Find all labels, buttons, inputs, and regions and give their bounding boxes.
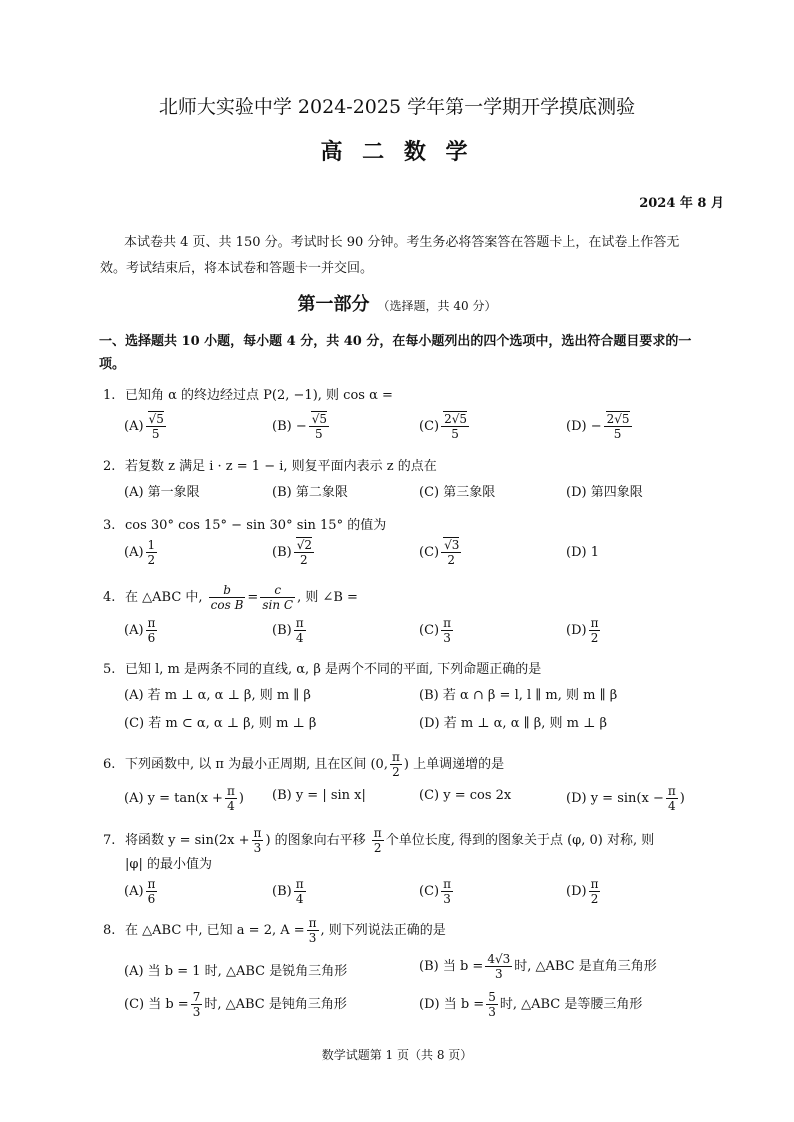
option-c xyxy=(419,412,471,441)
exam-title: 北师大实验中学 2024-2025 学年第一学期开学摸底测验 xyxy=(158,96,636,118)
option-label: (D) 当 b = xyxy=(419,997,485,1012)
option-b xyxy=(272,538,316,567)
fraction xyxy=(252,826,264,855)
denominator: 5 xyxy=(613,427,622,441)
fraction xyxy=(260,583,295,612)
option-label: (A) xyxy=(124,884,144,899)
numerator: π xyxy=(308,916,317,930)
question-number: 4. xyxy=(103,590,116,605)
denominator: 3 xyxy=(488,1005,496,1019)
numerator: π xyxy=(391,750,400,764)
option-d xyxy=(566,784,685,813)
numerator: π xyxy=(667,784,676,798)
question-5-stem xyxy=(103,658,541,677)
denominator: 3 xyxy=(443,631,451,645)
fraction xyxy=(294,538,314,567)
question-text: 在 △ABC 中, xyxy=(125,590,203,605)
question-text: 将函数 y = sin(2x + xyxy=(125,833,250,848)
numerator: π xyxy=(147,616,156,630)
option-label: (D) xyxy=(566,884,587,899)
option-b xyxy=(272,412,331,441)
denominator: 3 xyxy=(443,892,451,906)
denominator: 2 xyxy=(590,631,599,645)
denominator: 2 xyxy=(447,553,456,567)
option-label: (A) xyxy=(124,545,144,560)
denominator: 3 xyxy=(192,1005,201,1019)
option-c xyxy=(419,538,463,567)
numerator: π xyxy=(373,826,382,840)
denominator: 2 xyxy=(373,841,382,855)
question-number: 1. xyxy=(103,388,116,403)
fraction xyxy=(372,826,384,855)
option-b xyxy=(272,616,308,645)
fraction xyxy=(307,916,319,945)
option-label: (C) xyxy=(419,884,440,899)
fraction xyxy=(604,412,632,441)
fraction xyxy=(309,412,329,441)
option-label: (B) xyxy=(272,545,292,560)
fraction xyxy=(191,990,203,1019)
option-label: (C) xyxy=(419,419,440,434)
question-number: 3. xyxy=(103,518,116,533)
question-6-stem xyxy=(103,750,504,779)
part-note: （选择题，共 40 分） xyxy=(377,299,497,313)
question-text: 上单调递增的是 xyxy=(413,757,505,772)
fraction xyxy=(390,750,402,779)
denominator: sin C xyxy=(262,598,294,612)
question-text: = xyxy=(247,590,259,605)
option-tail: 时, △ABC 是钝角三角形 xyxy=(204,997,347,1012)
numerator: π xyxy=(590,877,599,891)
denominator: 5 xyxy=(451,427,459,441)
fraction xyxy=(441,538,461,567)
numerator: 2√5 xyxy=(606,412,630,426)
denominator: 4 xyxy=(295,892,304,906)
option-label: (B) − xyxy=(272,419,307,434)
option-d xyxy=(566,877,602,906)
numerator: b xyxy=(209,583,246,598)
fraction xyxy=(225,784,237,813)
option-label: (A) xyxy=(124,419,144,434)
option-a xyxy=(124,877,159,906)
fraction xyxy=(146,412,166,441)
exam-date: 2024 年 8 月 xyxy=(639,196,724,211)
option-d xyxy=(419,990,642,1019)
part-heading xyxy=(0,290,794,316)
question-2-stem xyxy=(103,455,437,474)
numerator: 4√3 xyxy=(487,952,511,966)
numerator: π xyxy=(295,616,304,630)
question-text: 在 △ABC 中, 已知 a = 2, A = xyxy=(125,923,305,938)
option-b xyxy=(419,952,657,981)
fraction xyxy=(146,616,158,645)
numerator: √5 xyxy=(311,412,328,426)
option-label: (D) y = sin(x − xyxy=(566,791,664,806)
numerator: 5 xyxy=(488,990,496,1004)
fraction xyxy=(146,538,158,567)
option-label: (D) − xyxy=(566,419,602,434)
question-text: , 则下列说法正确的是 xyxy=(320,923,446,938)
question-4-stem xyxy=(103,583,358,612)
option-a: (A) 第一象限 xyxy=(124,485,200,500)
option-tail: 时, △ABC 是直角三角形 xyxy=(514,959,657,974)
option-d xyxy=(566,412,634,441)
denominator: 5 xyxy=(151,427,160,441)
denominator: 2 xyxy=(590,892,599,906)
denominator: 3 xyxy=(494,967,503,981)
denominator: 4 xyxy=(227,799,235,813)
option-a xyxy=(124,412,168,441)
numerator: c xyxy=(260,583,295,598)
option-label: (C) 当 b = xyxy=(124,997,189,1012)
denominator: 6 xyxy=(147,892,156,906)
numerator: π xyxy=(147,877,156,891)
question-number: 2. xyxy=(103,459,116,474)
question-text: , 则 ∠B = xyxy=(297,590,358,605)
option-label: (B) 当 b = xyxy=(419,959,484,974)
option-c xyxy=(124,990,347,1019)
numerator: π xyxy=(253,826,262,840)
numerator: π xyxy=(226,784,235,798)
fraction xyxy=(441,412,469,441)
question-text: 下列函数中, 以 π 为最小正周期, 且在区间 xyxy=(125,757,367,772)
option-c xyxy=(419,877,455,906)
option-a: (A) 若 m ⊥ α, α ⊥ β, 则 m ∥ β xyxy=(124,688,311,703)
option-tail: ) xyxy=(679,791,685,806)
question-text: 已知 l, m 是两条不同的直线, α, β 是两个不同的平面, 下列命题正确的是 xyxy=(125,662,542,677)
question-number: 8. xyxy=(103,923,116,938)
option-label: (B) xyxy=(272,623,292,638)
option-c: (C) 第三象限 xyxy=(419,485,496,500)
option-label: (B) xyxy=(272,884,292,899)
question-text: 个单位长度, 得到的图象关于点 (φ, 0) 对称, 则 xyxy=(385,833,655,848)
option-a: (A) 当 b = 1 时, △ABC 是锐角三角形 xyxy=(124,964,348,979)
numerator: π xyxy=(443,616,451,630)
option-tail: 时, △ABC 是等腰三角形 xyxy=(499,997,643,1012)
fraction xyxy=(485,952,512,981)
denominator: 5 xyxy=(315,427,323,441)
denominator: 4 xyxy=(667,799,676,813)
denominator: 3 xyxy=(253,841,262,855)
question-1-stem xyxy=(103,384,393,403)
option-label: (C) xyxy=(419,545,440,560)
option-d: (D) 若 m ⊥ α, α ∥ β, 则 m ⊥ β xyxy=(419,716,607,731)
question-number: 5. xyxy=(103,662,116,677)
question-number: 7. xyxy=(103,833,116,848)
question-7-stem xyxy=(103,826,654,855)
option-a xyxy=(124,784,244,813)
option-b: (B) y = | sin x| xyxy=(272,788,366,803)
option-c: (C) y = cos 2x xyxy=(419,788,512,803)
question-text: cos 30° cos 15° − sin 30° sin 15° 的值为 xyxy=(125,518,387,533)
page-footer: 数学试题第 1 页（共 8 页） xyxy=(321,1048,473,1062)
fraction xyxy=(666,784,678,813)
denominator: 2 xyxy=(300,553,308,567)
question-text: 已知角 α 的终边经过点 P(2, −1), 则 cos α = xyxy=(125,388,393,403)
numerator: π xyxy=(443,877,451,891)
part-title: 第一部分 xyxy=(297,294,370,315)
option-label: (A) y = tan(x + xyxy=(124,791,223,806)
interval-open: (0, xyxy=(370,757,388,772)
option-a xyxy=(124,616,159,645)
fraction xyxy=(146,877,158,906)
option-b: (B) 第二象限 xyxy=(272,485,348,500)
option-label: (C) xyxy=(419,623,440,638)
exam-subtitle: 高 二 数 学 xyxy=(320,139,474,165)
denominator: 6 xyxy=(147,631,156,645)
fraction xyxy=(209,583,246,612)
option-c xyxy=(419,616,455,645)
option-d xyxy=(566,616,602,645)
option-tail: ) xyxy=(238,791,244,806)
fraction xyxy=(294,877,306,906)
option-label: (A) xyxy=(124,623,144,638)
option-d: (D) 1 xyxy=(566,545,599,560)
numerator: 2√5 xyxy=(444,412,468,426)
numerator: √2 xyxy=(296,538,312,552)
numerator: √3 xyxy=(444,538,460,552)
denominator: 3 xyxy=(308,931,317,945)
question-7-stem-cont: |φ| 的最小值为 xyxy=(125,857,212,872)
option-c: (C) 若 m ⊂ α, α ⊥ β, 则 m ⊥ β xyxy=(124,716,317,731)
section-heading: 一、选择题共 10 小题，每小题 4 分，共 40 分，在每小题列出的四个选项中，选出符合题目要求的一项。 xyxy=(99,334,692,372)
fraction xyxy=(589,616,601,645)
numerator: 1 xyxy=(147,538,156,552)
question-number: 6. xyxy=(103,757,116,772)
exam-instructions: 本试卷共 4 页、共 150 分。考试时长 90 分钟。考生务必将答案答在答题卡上，在试卷上作答无效。考试结束后，将本试卷和答题卡一并交回。 xyxy=(100,235,680,276)
interval-close: ) xyxy=(403,757,409,772)
denominator: cos B xyxy=(210,598,244,612)
fraction xyxy=(589,877,601,906)
question-8-stem xyxy=(103,916,446,945)
numerator: 7 xyxy=(192,990,201,1004)
question-text: ) 的图象向右平移 xyxy=(265,833,366,848)
option-a xyxy=(124,538,159,567)
option-d: (D) 第四象限 xyxy=(566,485,643,500)
question-3-stem xyxy=(103,514,386,533)
fraction xyxy=(441,877,453,906)
numerator: π xyxy=(590,616,599,630)
numerator: √5 xyxy=(148,412,164,426)
fraction xyxy=(441,616,453,645)
denominator: 2 xyxy=(147,553,156,567)
option-b: (B) 若 α ∩ β = l, l ∥ m, 则 m ∥ β xyxy=(419,688,618,703)
question-text: 若复数 z 满足 i · z = 1 − i, 则复平面内表示 z 的点在 xyxy=(125,459,437,474)
numerator: π xyxy=(295,877,304,891)
fraction xyxy=(294,616,306,645)
denominator: 4 xyxy=(295,631,304,645)
option-b xyxy=(272,877,308,906)
option-label: (D) xyxy=(566,623,587,638)
denominator: 2 xyxy=(392,765,400,779)
fraction xyxy=(486,990,498,1019)
